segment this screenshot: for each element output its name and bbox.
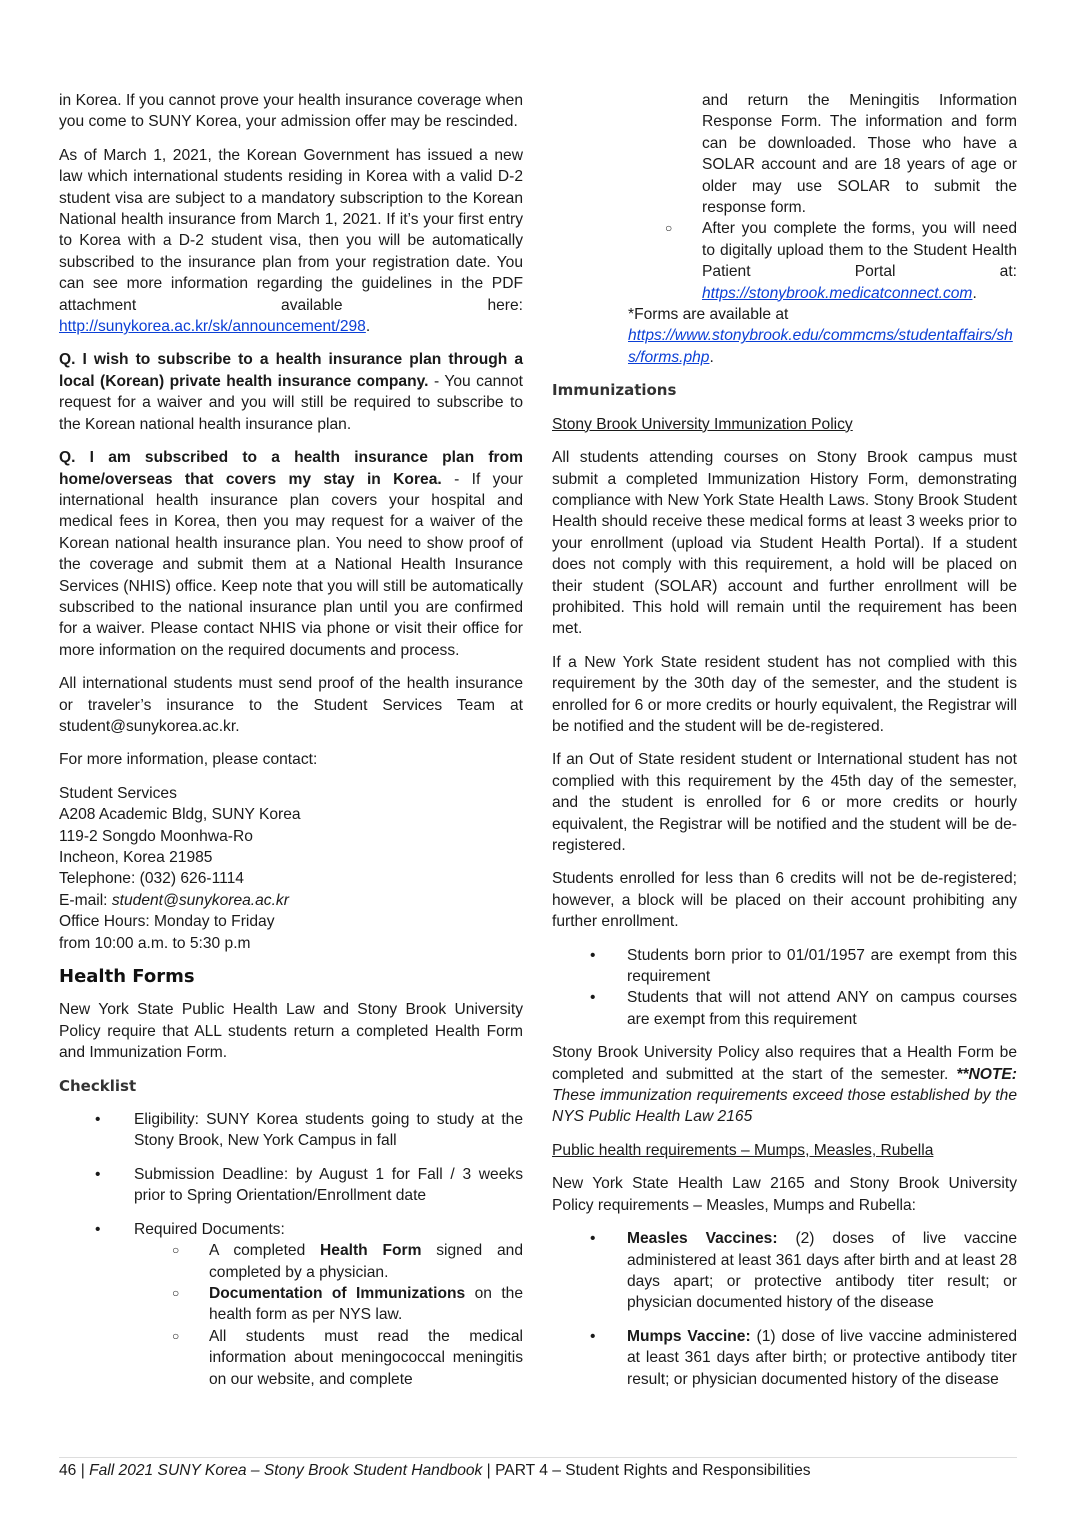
mumps-label: Mumps Vaccine: — [627, 1327, 751, 1345]
contact-office: Student Services — [59, 784, 177, 802]
meningitis-continued: and return the Meningitis Information Response Form. The information and form can be downloaded. Those who have a SOLAR account and are 18 years of age or older may use SOLAR to submit the response form. — [702, 92, 1017, 217]
paragraph-send-proof: All international students must send proof of the health insurance or traveler’s insurance to the Student Services Team at student@sunykorea.ac.kr. — [59, 675, 523, 735]
faq-question: Q. I wish to subscribe to a health insurance plan through a local (Korean) private health insurance company. — [59, 351, 523, 390]
documents-sublist-continued — [552, 218, 1017, 304]
immunizations-bold: Documentation of Immunizations — [209, 1284, 466, 1302]
documents-sublist — [59, 1240, 523, 1390]
left-column — [59, 90, 523, 1402]
paragraph-all-students: All students attending courses on Stony Brook campus must submit a completed Immunization History Form, demonstrating compliance with New York State Health Laws. Stony Brook Student Health should receive these medical forms at least 3 weeks prior to your enrollment (upload via Student Health Portal). If a student does not comply with this requirement, a hold will be placed on their student (SOLAR) account and further enrollment will be prohibited. This hold will remain until the requirement has been met. — [552, 449, 1017, 638]
document-meningitis: ○ All students must read the medical information about meningococcal meningitis on our website, and complete — [59, 1326, 523, 1390]
immunization-policy-heading: Stony Brook University Immunization Policy — [552, 415, 853, 433]
faq-overseas-insurance — [59, 447, 523, 661]
paragraph-more-info: For more information, please contact: — [59, 751, 318, 769]
health-forms-paragraph: New York State Public Health Law and Stony Brook University Policy require that ALL students return a completed Health Form and Immunization Form. — [59, 1001, 523, 1062]
paragraph-mmr: New York State Health Law 2165 and Stony Brook University Policy requirements – Measles, Mumps and Rubella: — [552, 1175, 1017, 1214]
exemptions-list — [552, 945, 1017, 1031]
contact-email[interactable]: student@sunykorea.ac.kr — [111, 891, 289, 909]
faq-private-insurance — [59, 349, 523, 435]
forms-link-paragraph: https://www.stonybrook.edu/commcms/studentaffairs/shs/forms.php. — [628, 327, 1013, 366]
page-footer — [59, 1462, 811, 1480]
forms-available-text: *Forms are available at — [628, 306, 789, 324]
paragraph-policy-note — [552, 1042, 1017, 1128]
separator: | — [76, 1462, 90, 1479]
document-upload: ○ After you complete the forms, you will need to digitally upload them to the Student Health Patient Portal at: https://stonybrook.medicatconnect.com. — [552, 218, 1017, 304]
note-text: These immunization requirements exceed those established by the NYS Public Health Law 2165 — [552, 1087, 1017, 1126]
mumps-text: (1) dose of live vaccine administered at least 361 days after birth; or protective antibody titer result; or physician documented history of the disease — [627, 1327, 1017, 1388]
checklist-item-documents: • Required Documents: — [59, 1219, 523, 1240]
health-form-bold: Health Form — [320, 1242, 422, 1260]
contact-hours: Office Hours: Monday to Friday — [59, 913, 275, 931]
measles-text: (2) doses of live vaccine administered at least 361 days after birth and at least 28 days apart; or protective antibody titer result; or physician documented history of the disease — [627, 1230, 1017, 1312]
period: . — [365, 318, 371, 336]
separator: | — [482, 1462, 496, 1479]
vaccine-measles — [552, 1228, 1017, 1314]
paragraph-new-law — [59, 145, 523, 338]
vaccines-list — [552, 1228, 1017, 1390]
page-number: 46 — [59, 1462, 77, 1479]
paragraph-less-than-6: Students enrolled for less than 6 credits will not be de-registered; however, a block will be placed on their account prohibiting any further enrollment. — [552, 870, 1017, 931]
paragraph-rescinded: in Korea. If you cannot prove your health insurance coverage when you come to SUNY Korea, your admission offer may be rescinded. — [59, 92, 523, 131]
faq-answer: - If your international health insurance plan covers your hospital and medical fees in Korea, then you may request for a waiver of the Korean national health insurance plan. You need to show proof of the coverage and submit them at a National Health Insurance Services (NHIS) office. Keep note that you will still be automatically subscribed to the national insurance plan until you are confirmed for a waiver. Please contact NHIS via phone or visit their office for more information on the required documents and process. — [59, 470, 523, 659]
handbook-title: Fall 2021 SUNY Korea – Stony Brook Student Handbook — [89, 1462, 483, 1479]
faq-answer: - You cannot request for a waiver and you will still be required to subscribe to the Korean national health insurance plan. — [59, 372, 523, 433]
paragraph-nys-resident: If a New York State resident student has not complied with this requirement by the 30th day of the semester, and the student is enrolled for 6 or more credits or hourly equivalent, the Registrar will be notified and the student will be de-registered. — [552, 653, 1017, 735]
forms-available — [552, 304, 1017, 325]
text: A completed — [209, 1242, 321, 1260]
paragraph-out-of-state: If an Out of State resident student or International student has not complied with this requirement by the 45th day of the semester, and the student is enrolled for 6 or more credits or hourly equivalent, the Registrar will be notified and the student will be de-registered. — [552, 751, 1017, 854]
part-title: PART 4 – Student Rights and Responsibilities — [495, 1462, 811, 1479]
contact-hours-time: from 10:00 a.m. to 5:30 p.m — [59, 934, 251, 952]
contact-street: 119-2 Songdo Moonhwa-Ro — [59, 827, 253, 845]
text: signed and completed by a physician. — [209, 1242, 523, 1281]
announcement-link[interactable]: http://sunykorea.ac.kr/sk/announcement/298 — [59, 318, 366, 336]
contact-city: Incheon, Korea 21985 — [59, 849, 213, 866]
checklist-heading: Checklist — [59, 1076, 137, 1095]
note-label: **NOTE: — [956, 1065, 1017, 1083]
checklist-item-deadline: • Submission Deadline: by August 1 for Fall / 3 weeks prior to Spring Orientation/Enrollment date — [59, 1164, 523, 1207]
contact-block — [59, 783, 523, 954]
text: After you complete the forms, you will need to digitally upload them to the Student Health Patient Portal at: — [702, 220, 1017, 281]
text: on the health form as per NYS law. — [209, 1284, 523, 1324]
health-forms-heading: Health Forms — [59, 966, 195, 988]
contact-phone: Telephone: (032) 626-1114 — [59, 870, 244, 888]
measles-label: Measles Vaccines: — [627, 1230, 778, 1248]
right-column — [552, 90, 1017, 1402]
checklist — [59, 1109, 523, 1240]
contact-building: A208 Academic Bldg, SUNY Korea — [59, 806, 301, 824]
new-law-text: As of March 1, 2021, the Korean Government has issued a new law which international students residing in Korea with a valid D-2 student visa are subject to a mandatory subscription to the Korean National health insurance from March 1, 2021. If it’s your first entry to Korea with a D-2 student visa, then you will be automatically subscribed to the insurance plan from your registration date. You can see more information regarding the guidelines in the PDF attachment available here: — [59, 146, 523, 314]
faq-question: Q. I am subscribed to a health insurance plan from home/overseas that covers my stay in Korea. — [59, 449, 523, 488]
forms-link[interactable]: https://www.stonybrook.edu/commcms/studentaffairs/shs/forms.php — [628, 327, 1013, 366]
exemption-no-campus: • Students that will not attend ANY on campus courses are exempt from this requirement — [552, 987, 1017, 1030]
exemption-born-prior: • Students born prior to 01/01/1957 are exempt from this requirement — [552, 945, 1017, 988]
policy-text: Stony Brook University Policy also requires that a Health Form be completed and submitted at the start of the semester. — [552, 1044, 1017, 1083]
vaccine-mumps — [552, 1326, 1017, 1390]
immunizations-heading: Immunizations — [552, 381, 677, 400]
footer-divider — [59, 1457, 1017, 1458]
document-health-form — [59, 1240, 523, 1283]
contact-email-label: E-mail: — [59, 891, 112, 909]
mmr-heading: Public health requirements – Mumps, Measles, Rubella — [552, 1141, 934, 1159]
document-immunizations — [59, 1283, 523, 1326]
patient-portal-link[interactable]: https://stonybrook.medicatconnect.com — [702, 284, 973, 302]
checklist-item-eligibility: • Eligibility: SUNY Korea students going to study at the Stony Brook, New York Campus in fall — [59, 1109, 523, 1152]
